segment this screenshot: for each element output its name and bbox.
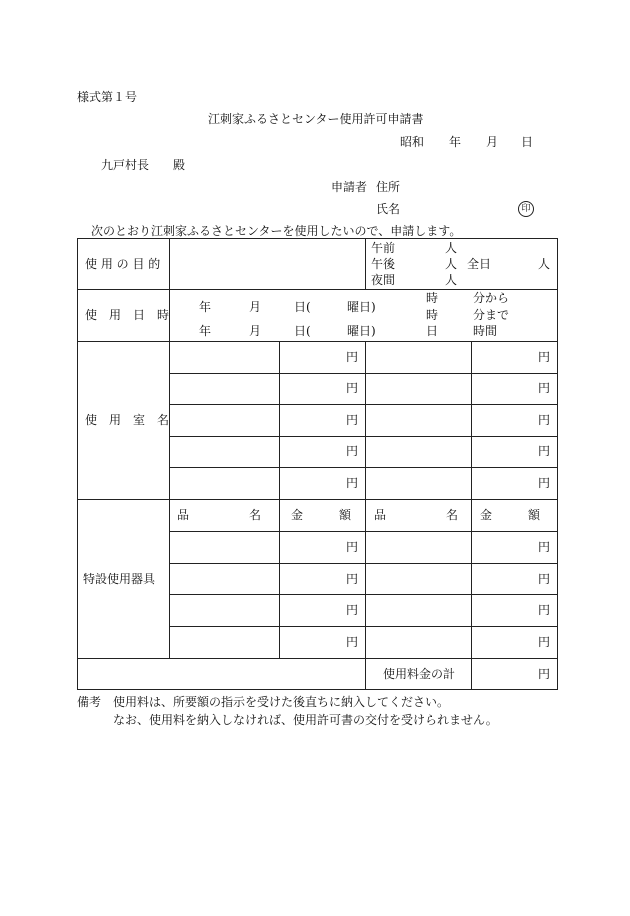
grid-divider-1 — [279, 341, 280, 658]
address-label: 住所 — [376, 180, 401, 194]
end-day-open: 日( — [294, 324, 311, 338]
remarks-line-2: なお、使用料を納入しなければ、使用許可書の交付を受けられません。 — [113, 713, 498, 727]
purpose-all-day-unit: 人 — [538, 257, 551, 271]
rooms-section-divider — [77, 499, 558, 500]
room-fee-yen: 円 — [538, 444, 551, 458]
purpose-night: 夜間 — [371, 273, 396, 287]
addressee: 九戸村長 殿 — [101, 158, 186, 172]
room-row-line — [169, 467, 558, 468]
total-fee-yen: 円 — [538, 667, 551, 681]
equipment-row-line — [169, 594, 558, 595]
remarks-line-1: 使用料は、所要額の指示を受けた後直ちに納入してください。 — [113, 695, 450, 709]
remarks-label: 備考 — [77, 695, 102, 709]
purpose-morning: 午前 — [371, 241, 396, 255]
room-fee-yen: 円 — [346, 350, 359, 364]
table-border-top — [77, 238, 558, 239]
date-month-unit: 月 — [486, 135, 499, 149]
room-fee-yen: 円 — [538, 476, 551, 490]
equipment-amount-header: 金 額 — [291, 508, 352, 522]
equipment-section-divider — [77, 658, 558, 659]
seal-mark: 印 — [518, 201, 534, 217]
purpose-label: 使 用 の 目 的 — [85, 257, 161, 271]
grid-divider-2 — [365, 341, 366, 690]
purpose-night-unit: 人 — [445, 273, 458, 287]
equipment-item-header: 品 名 — [177, 508, 262, 522]
purpose-afternoon: 午後 — [371, 257, 396, 271]
application-form-table — [77, 238, 558, 690]
room-fee-yen: 円 — [538, 413, 551, 427]
start-hour-unit: 時 — [426, 291, 439, 305]
room-fee-yen: 円 — [538, 350, 551, 364]
from-minute-label: 分から — [473, 291, 510, 305]
equipment-row-line — [169, 563, 558, 564]
datetime-section-divider — [77, 341, 558, 342]
duration-hours-unit: 時間 — [473, 324, 498, 338]
equipment-fee-yen: 円 — [538, 603, 551, 617]
purpose-section-divider — [77, 289, 558, 290]
room-fee-yen: 円 — [346, 476, 359, 490]
to-minute-label: 分まで — [473, 308, 510, 322]
room-fee-yen: 円 — [346, 381, 359, 395]
start-month-unit: 月 — [249, 300, 262, 314]
name-label: 氏名 — [376, 202, 401, 216]
equipment-item-header: 品 名 — [374, 508, 459, 522]
room-row-line — [169, 436, 558, 437]
date-era: 昭和 — [400, 135, 425, 149]
room-fee-yen: 円 — [346, 444, 359, 458]
equipment-fee-yen: 円 — [346, 572, 359, 586]
form-number: 様式第１号 — [77, 90, 138, 104]
grid-divider-3 — [471, 341, 472, 690]
equipment-fee-yen: 円 — [346, 540, 359, 554]
room-fee-yen: 円 — [346, 413, 359, 427]
end-month-unit: 月 — [249, 324, 262, 338]
applicant-label: 申請者 — [331, 180, 368, 194]
end-year-unit: 年 — [199, 324, 212, 338]
room-fee-yen: 円 — [538, 381, 551, 395]
equipment-row-line — [169, 626, 558, 627]
table-border-left — [77, 238, 78, 690]
table-border-right — [557, 238, 558, 690]
equipment-fee-yen: 円 — [346, 603, 359, 617]
equipment-fee-yen: 円 — [538, 635, 551, 649]
start-day-open: 日( — [294, 300, 311, 314]
table-border-bottom — [77, 689, 558, 690]
room-row-line — [169, 373, 558, 374]
purpose-morning-unit: 人 — [445, 241, 458, 255]
equipment-row-line — [169, 531, 558, 532]
document-title: 江刺家ふるさとセンター使用許可申請書 — [208, 112, 424, 126]
equipment-fee-yen: 円 — [538, 572, 551, 586]
end-weekday-close: 曜日) — [347, 324, 376, 338]
purpose-all-day: 全日 — [467, 257, 492, 271]
purpose-afternoon-unit: 人 — [445, 257, 458, 271]
equipment-fee-yen: 円 — [538, 540, 551, 554]
purpose-split — [365, 238, 366, 289]
room-row-line — [169, 404, 558, 405]
duration-day-unit: 日 — [426, 324, 439, 338]
datetime-label: 使 用 日 時 — [85, 308, 170, 322]
equipment-fee-yen: 円 — [346, 635, 359, 649]
label-column-divider — [169, 238, 170, 658]
date-year-unit: 年 — [449, 135, 462, 149]
total-fee-label: 使用料金の計 — [383, 667, 456, 681]
rooms-label: 使 用 室 名 — [85, 413, 170, 427]
intro-sentence: 次のとおり江刺家ふるさとセンターを使用したいので、申請します。 — [91, 224, 462, 238]
start-weekday-close: 曜日) — [347, 300, 376, 314]
equipment-amount-header: 金 額 — [480, 508, 541, 522]
end-hour-unit: 時 — [426, 308, 439, 322]
start-year-unit: 年 — [199, 300, 212, 314]
equipment-label: 特設使用器具 — [83, 572, 156, 586]
date-day-unit: 日 — [521, 135, 534, 149]
